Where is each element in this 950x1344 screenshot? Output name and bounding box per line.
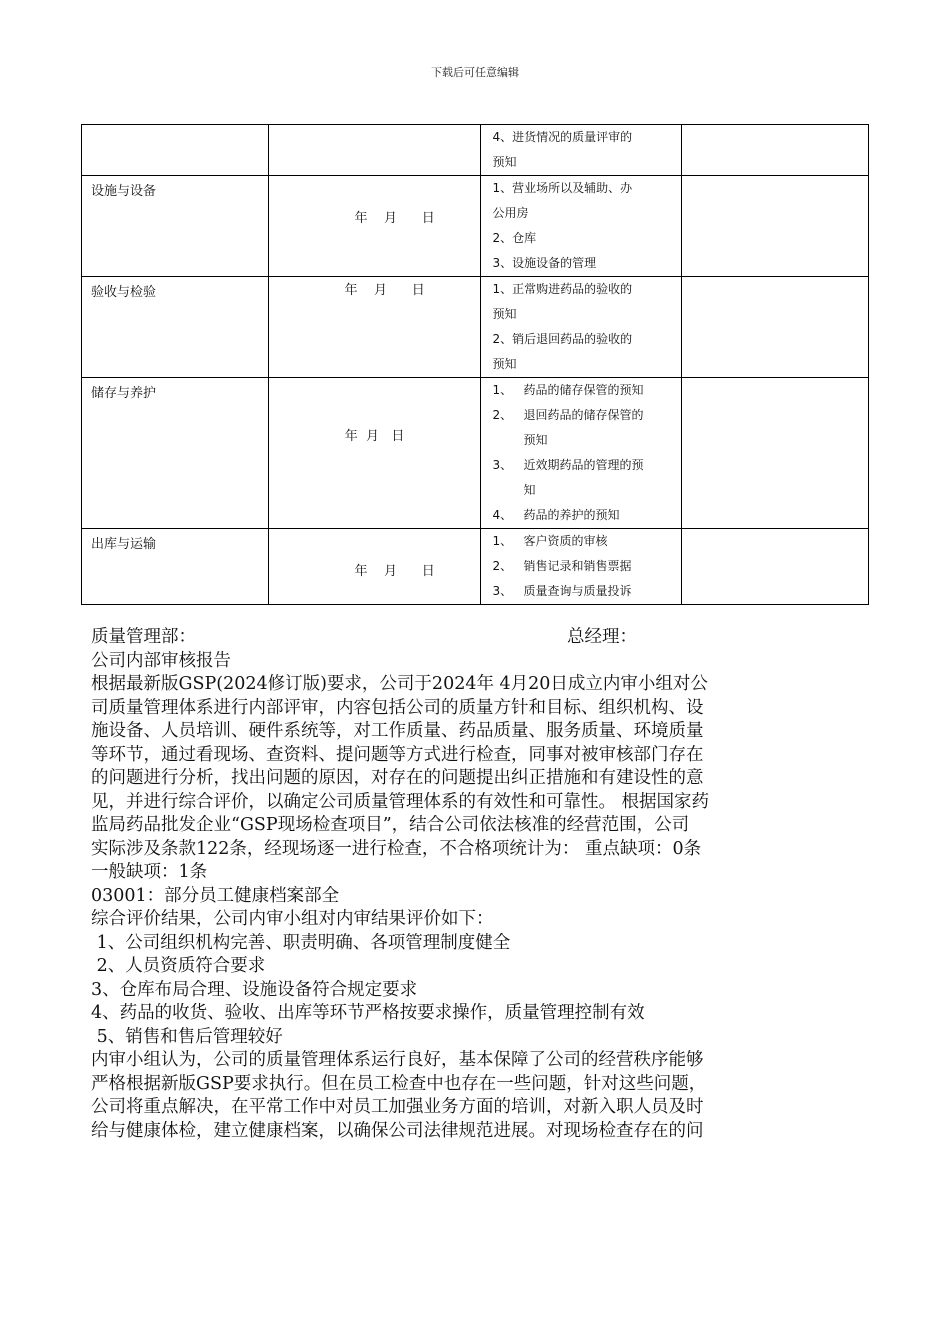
list-item: 预知: [492, 307, 517, 321]
area-cell: [82, 277, 269, 378]
list-item: 1、营业场所以及辅助、办: [492, 181, 633, 195]
date-cell: [268, 176, 481, 277]
report-body: [91, 626, 861, 1143]
area-cell: [82, 378, 269, 529]
text-line: 一般缺项：1条: [91, 862, 208, 882]
list-item: 2、仓库: [492, 231, 537, 245]
area-label: 出库与运输: [91, 537, 157, 552]
deficiency-item: 03001：部分员工健康档案部全: [91, 885, 340, 906]
list-item: 预知: [492, 155, 517, 169]
date-placeholder: 年 月 日: [354, 564, 435, 579]
signature-line: [91, 626, 861, 650]
list-item: 2、人员资质符合要求: [91, 956, 266, 976]
text-line: 司质量管理体系进行内部评审，内容包括公司的质量方针和目标、组织机构、设: [91, 697, 704, 718]
list-item: 公用房: [492, 206, 529, 220]
date-cell: [268, 529, 481, 605]
area-label: 储存与养护: [91, 386, 157, 401]
audit-schedule-table: [81, 124, 869, 605]
area-label: 设施与设备: [91, 184, 157, 199]
text-line: 内审小组认为，公司的质量管理体系运行良好，基本保障了公司的经营秩序能够: [91, 1050, 704, 1070]
text-line: 见，并进行综合评价，以确定公司质量管理体系的有效性和可靠性。 根据国家药: [91, 791, 710, 812]
list-item: 2、 退回药品的储存保管的: [492, 408, 644, 422]
items-cell: [481, 176, 682, 277]
text-line: 等环节，通过看现场、查资料、提问题等方式进行检查，同事对被审核部门存在: [91, 744, 704, 765]
paragraph-conclusion: [91, 1049, 861, 1143]
table-row: [82, 125, 869, 176]
evaluation-list: [91, 932, 861, 1050]
text-line: 严格根据新版GSP要求执行。但在员工检查中也存在一些问题，针对这些问题，: [91, 1073, 707, 1094]
list-item: 4、进货情况的质量评审的: [492, 130, 633, 144]
date-placeholder: 年 月 日: [344, 283, 425, 298]
items-cell: [481, 378, 682, 529]
list-item: 1、 药品的储存保管的预知: [492, 383, 644, 397]
text-line: 施设备、人员培训、硬件系统等，对工作质量、药品质量、服务质量、环境质量: [91, 721, 704, 741]
evaluation-intro: 综合评价结果，公司内审小组对内审结果评价如下：: [91, 909, 494, 929]
list-item: 4、 药品的养护的预知: [492, 508, 620, 522]
list-item: 1、公司组织机构完善、职责明确、各项管理制度健全: [91, 932, 511, 953]
table-row: [82, 176, 869, 277]
table-row: [82, 378, 869, 529]
date-placeholder: 年 月 日: [354, 211, 435, 226]
table-row: [82, 529, 869, 605]
remarks-cell: [682, 125, 869, 176]
list-item: 预知: [492, 357, 517, 371]
list-item: 3、设施设备的管理: [492, 256, 597, 270]
date-cell: [268, 125, 481, 176]
table-row: [82, 277, 869, 378]
remarks-cell: [682, 529, 869, 605]
list-item: 2、 销售记录和销售票据: [492, 559, 632, 573]
area-cell: [82, 529, 269, 605]
list-item: 4、药品的收货、验收、出库等环节严格按要求操作，质量管理控制有效: [91, 1003, 645, 1023]
date-placeholder: 年 月 日: [344, 429, 405, 444]
remarks-cell: [682, 378, 869, 529]
text-line: 给与健康体检，建立健康档案，以确保公司法律规范进展。对现场检查存在的问: [91, 1120, 704, 1141]
text-line: 根据最新版GSP(2024修订版)要求，公司于2024年 4月20日成立内审小组对公: [91, 674, 708, 694]
list-item: 5、销售和售后管理较好: [91, 1026, 283, 1047]
list-item: 3、 近效期药品的管理的预: [492, 458, 644, 472]
area-label: 验收与检验: [91, 285, 157, 300]
remarks-cell: [682, 277, 869, 378]
items-cell: [481, 125, 682, 176]
items-cell: [481, 529, 682, 605]
text-line: 的问题进行分析，找出问题的原因，对存在的问题提出纠正措施和有建设性的意: [91, 768, 704, 788]
date-cell: [268, 378, 481, 529]
general-manager-signature: 总经理：: [567, 627, 637, 647]
area-cell: [82, 176, 269, 277]
items-cell: [481, 277, 682, 378]
list-item: 预知: [523, 433, 548, 447]
paragraph-intro: [91, 673, 861, 885]
list-item: 3、仓库布局合理、设施设备符合规定要求: [91, 979, 418, 1000]
list-item: 1、正常购进药品的验收的: [492, 282, 633, 296]
text-line: 实际涉及条款122条，经现场逐一进行检查，不合格项统计为： 重点缺项：0条: [91, 838, 702, 859]
quality-dept-signature: 质量管理部：: [91, 627, 196, 647]
area-cell: [82, 125, 269, 176]
list-item: 知: [523, 483, 536, 497]
text-line: 公司将重点解决，在平常工作中对员工加强业务方面的培训，对新入职人员及时: [91, 1097, 704, 1117]
list-item: 2、销后退回药品的验收的: [492, 332, 633, 346]
page-header-note: 下载后可任意编辑: [431, 66, 519, 79]
report-title: 公司内部审核报告: [91, 650, 231, 671]
remarks-cell: [682, 176, 869, 277]
list-item: 1、 客户资质的审核: [492, 534, 608, 548]
text-line: 监局药品批发企业“GSP现场检查项目”，结合公司依法核准的经营范围，公司: [91, 815, 690, 835]
list-item: 3、 质量查询与质量投诉: [492, 584, 632, 598]
date-cell: [268, 277, 481, 378]
